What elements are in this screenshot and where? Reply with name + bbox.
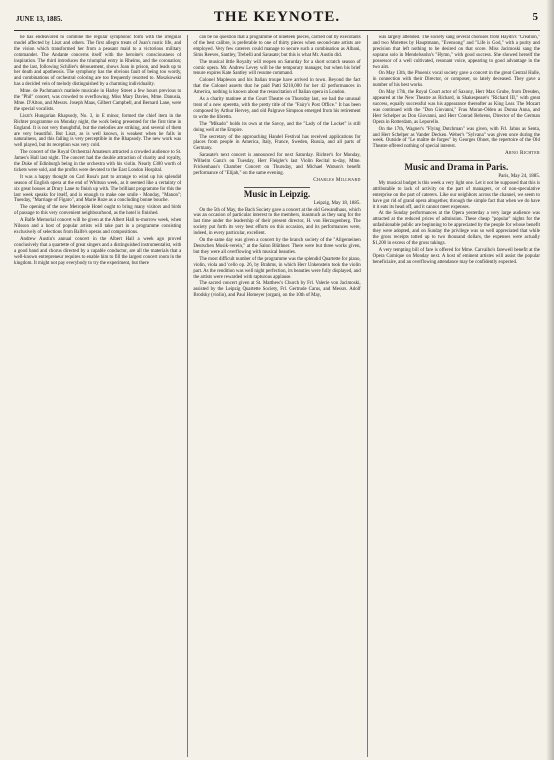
paragraph: Sarasate's next concert is announced for next Saturday. Richter's for Monday, Wilhelm Ganz's on Tuesday, Herr Fleigler's last Violin Recital to-day, Mme. Frickenhaus's Chamber Concert on Thursday, and Michael Watson's benefit performance of "Elijah," on the same evening. (193, 153, 361, 176)
paragraph: The secretary of the approaching Handel Festival has received applications for places from people in America, Italy, France, Sweden, Russia, and all parts of Germany. (193, 134, 361, 152)
paragraph: My musical budget is this week a very light one. Let it not be supposed that this is attributable to lack of activity on the part of managers, or of non-speculative enterprise on the part of caterers. Like our neighbors across the channel, we seem to have got rid of grand opera altogether, through the simple fact that when we do have it it eats its head off, and it cannot meet expenses. (372, 180, 540, 210)
paragraph: As a charity matinee at the Court Theatre on Thursday last, we had the unusual treat of a new operetta, with the pretty title of the "Fairy's Post Office." It has been composed by Arthur Hervey, and old Palgrave Simpson emerged from his retirement to write the libretto. (193, 97, 361, 120)
article-heading: Music in Leipzig. (243, 188, 311, 199)
column-1 (14, 35, 181, 757)
column-2 (187, 35, 360, 757)
paragraph: was largely attended. The society sang several choruses from Haydn's "Creation," and two Motettes by Hauptmann, "Evensong" and "Life is God," with a purity and precision that left nothing to be desired on that score. Miss Jacimoski sang the soprano solo in Mendelssohn's "Hymn," with good success. She showed herself the possessor of a well cultivated, resonant voice, appearing to good advantage in the two airs. (372, 35, 540, 70)
paragraph: Colonel Mapleson and his Italian troupe have arrived in town. Beyond the fact that the Colonel asserts that he paid Patti $210,000 for her 42 performances in America, nothing is known about the resuscitation of Italian opera in London. (193, 78, 361, 96)
paragraph: A very tempting bill of fare is offered for Mme. Carvalho's farewell benefit at the Opera Comique on Monday next. A host of eminent artistes will assist the popular beneficiaire, and an overflowing attendance may be confidently expected. (372, 247, 540, 265)
masthead (14, 6, 540, 31)
paragraph: On the 5th of May, the Bach Society gave a concert at the old Gewandhaus, which was an occasion of particular interest to the members, inasmuch as they sang for the last time under the leadership of their present director, H. von Herzogenberg. The society put forth its very best efforts on this occasion, and its performances were, indeed, in every particular, excellent. (193, 207, 361, 237)
paragraph: It was a happy thought on Carl Rosa's part to arrange to wind up his splendid season of English opera at the end of Whitsun week, as it seemed like a certainty of six great houses at Drury Lane to finish up with. The brilliant programme for this the last week speaks for itself, and is enough to make one smile - Monday, "Manon"; Tuesday, "Marriage of Figaro", and Marie Roze as a concluding bonne bouche. (14, 174, 182, 204)
article-dateline: Paris, May 24, 1885. (498, 174, 540, 180)
paragraph: The concert of the Royal Orchestral Amateurs attracted a crowded audience to St. James's Hall last night. The concert had the double attraction of charity and royalty, the Duke of Edinburgh being in the orchestra with his violin. Nearly £300 worth of tickets were sold, and the profits were devoted to the East London Hospital. (14, 150, 182, 173)
paragraph: Andrew Austin's annual concert in the Albert Hall a week ago proved conclusively that a quartette of great singers and a distinguished instrumentalist, with a good band and chorus directed by a capable conductor, are all the materials that a well-known entrepreneur requires to enable him to fill the largest concert room in the kingdom. It might not pay everybody to try the experiment, but there (14, 236, 182, 266)
paragraph: The sacred concert given at St. Matthew's Church by Frl. Valerie von Jacimoski, assisted by the Leipzig Quartette Society, Frl. Gertrude Carus, and Messrs. Adolf Brodsky (violin), and Paul Homeyer (organ), on the 10th of May, (193, 281, 361, 299)
article-heading: Music and Drama in Paris. (404, 162, 509, 173)
divider (423, 160, 490, 161)
paragraph: On the same day was given a concert by the branch society of the "Allgemeinen Deutschen Musik-verein," at the Salon Blüthner. There were but three works given, but they were all overflowing with musical beauties. (193, 238, 361, 255)
paragraph: The opening of the new Metropole Hotel ought to bring many visitors and birds of passage to this very convenient neighbourhood, as the hotel is finished. (14, 205, 182, 217)
paragraph: At the Sunday performances at the Opera yesterday a very large audience was attracted at the reduced prices of admission. These cheap "popular" nights for the unfashionable public are beginning to be appreciated by the people for whose benefit they were adopted, and on Sunday the privilege was so well appreciated that while the gross receipts totted up to two thousand dollars, the expenses were actually $1,200 in excess of the gross takings. (372, 211, 540, 246)
paragraph: can be no question that a programme of nineteen pieces, carried out by executants of the best calibre, is preferable to one of thirty pieces when second-rate artists are employed. Very few caterers could manage to secure such a combination as Albani, Sims Reeves, Santley, Trebelli and Sarasate; but this is what Mr. Austin did. (193, 35, 361, 58)
publication-title: THE KEYNOTE. (213, 9, 341, 25)
article-columns (14, 35, 540, 757)
paragraph: On May 13th, the Phoenix vocal society gave a concert in the great Central Halle, in connection with their Director, or composer, so lately deceased. They gave a number of his best works. (372, 71, 540, 89)
paragraph: Liszt's Hungarian Rhapsody, No. 3, in E minor, formed the chief item in the Richter programme on Monday night, the work being presented for the first time in England. It is not very thoughtful, but the melodies are striking, and several of them are very beautiful. But Liszt, as is well known, is weakest when he falls in naturalness, and this failing is very perceptible in the Rhapsody. The new work was well played, but its reception was very cold. (14, 113, 182, 149)
author-signature: Arno Richter (504, 150, 540, 157)
paragraph: he has endeavored to combine the regular symphonic form with the irregular model affected by Liszt and others. The first allegro treats of Joan's rustic life, and the vision which transformed her from a peasant maid to a victorious military commander. The Andante concerns itself with the heroine's consciousness of inspiration. The third introduces the triumphal entry in Rheims, and the coronation; and the last, following Schiller's dénouement, shows Joan in prison, and leads up to her death and apotheosis. The symphony has the obvious fault of being too wordy, and combinations of orchestral coloring are too frequently resorted to. Moszkowski has a decided vein of melody distinguished by a charming individuality. (14, 35, 182, 88)
paragraph: On May 17th, the Royal Court actor of Saxony, Herr Max Grube, from Dresden, appeared at the New Theatre as Richard, in Shakespeare's "Richard III," with great success, equally successful was his appearance thereafter as King Lear. The Mozart was continued with the "Don Giovanni," Frau Moran-Olden as Donna Anna, and Herr Schelper as Don Giovanni, and Herr Conrad Behrens, Director of the German Opera in Rotterdam, as Leporello. (372, 90, 540, 125)
article-dateline: Leipzig, May 18, 1885. (313, 200, 361, 206)
paragraph: The musical little Royalty will reopen on Saturday for a short scratch season of comic opera. Mr. Andrew Levey will be the temporary manager, but when his brief tenure expires Kate Santley will resume command. (193, 59, 361, 77)
paragraph: The most difficult number of the programme was the splendid Quartette for piano, violin, viola and 'cello op. 26, by Brahms, in which Herr Unkenstein took the violin part. As the rendition was well night perfection, its beauties were fully displayed, and the artists were rewarded with rapturous applause. (193, 256, 361, 280)
author-signature: Charles Millward (313, 176, 361, 183)
paragraph: The "Mikado" holds its own at the Savoy, and the "Lady of the Locket" is still doing well at the Empire. (193, 121, 361, 133)
divider (244, 187, 311, 188)
page-number: 5 (532, 11, 538, 23)
paragraph: A Balfe Memorial concert will be given at the Albert Hall to-morrow week, when Nilsson and a host of popular artists will take part in a programme consisting exclusively of selections from Balfe's operas and compositions. (14, 218, 182, 235)
paragraph: On the 17th, Wagner's "Flying Dutchman" was given, with Frl. Jahns as Senta, and Herr Schelper as Vander Decken. Weber's "Sylvana" was given once during the week. Outside of "Le maître de forges" by Georges Ohnet, the repertoire of the Old Theatre offered nothing of special interest. (372, 126, 540, 150)
issue-date: JUNE 13, 1885. (16, 15, 63, 23)
paragraph: Mme. de Pachmann's matinée musicale in Harley Street a few hours previous to the "Phil" concert, was crowded to overflowing. Miss Mary Davies, Mme. Danusia, Mme. D'Alton, and Messrs. Joseph Maas, Gilbert Campbell, and Bernard Lane, were the special vocalists. (14, 89, 182, 112)
column-3 (367, 35, 540, 757)
